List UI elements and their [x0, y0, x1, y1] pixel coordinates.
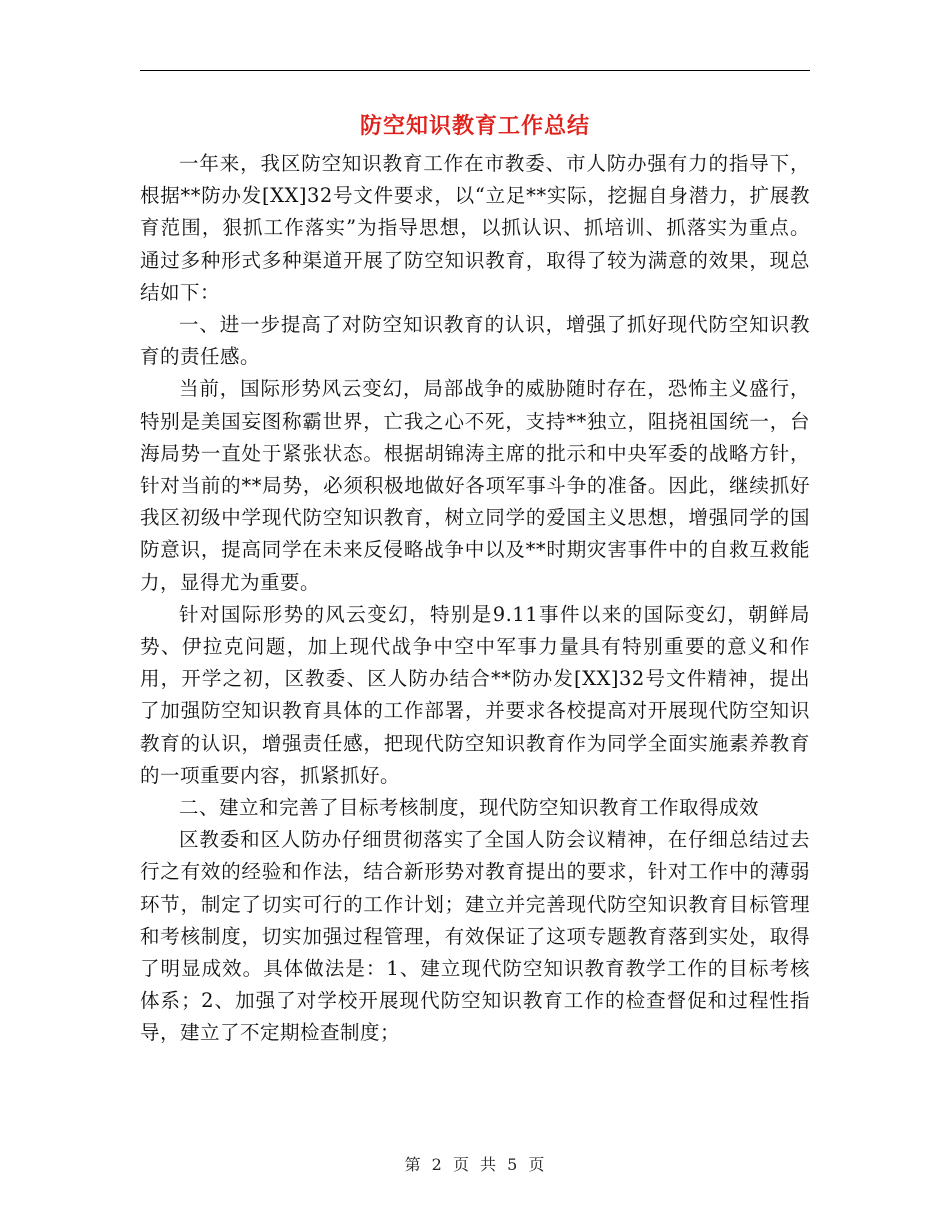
page-footer: 第 2 页 共 5 页	[404, 1155, 546, 1174]
header-rule	[140, 70, 810, 71]
paragraph-intro: 一年来，我区防空知识教育工作在市教委、市人防办强有力的指导下，根据**防办发[XX]32号文件要求，以“立足**实际，挖掘自身潜力，扩展教育范围，狠抓工作落实”为指导思想，以抓认识、抓培训、抓落实为重点。通过多种形式多种渠道开展了防空知识教育，取得了较为满意的效果，现总结如下：	[140, 152, 810, 304]
paragraph-assessment-system: 区教委和区人防办仔细贯彻落实了全国人防会议精神，在仔细总结过去行之有效的经验和作法，结合新形势对教育提出的要求，针对工作中的薄弱环节，制定了切实可行的工作计划；建立并完善现代防空知识教育目标管理和考核制度，切实加强过程管理，有效保证了这项专题教育落到实处，取得了明显成效。具体做法是：1、建立现代防空知识教育教学工作的目标考核体系；2、加强了对学校开展现代防空知识教育工作的检查督促和过程性指导，建立了不定期检查制度；	[140, 828, 810, 1045]
document-title: 防空知识教育工作总结	[359, 113, 590, 139]
paragraph-current-situation: 当前，国际形势风云变幻，局部战争的威胁随时存在，恐怖主义盛行，特别是美国妄图称霸世界，亡我之心不死，支持**独立，阻挠祖国统一，台海局势一直处于紧张状态。根据胡锦涛主席的批示和中央军委的战略方针，针对当前的**局势，必须积极地做好各项军事斗争的准备。因此，继续抓好我区初级中学现代防空知识教育，树立同学的爱国主义思想，增强同学的国防意识，提高同学在未来反侵略战争中以及**时期灾害事件中的自救互救能力，显得尤为重要。	[140, 377, 810, 594]
document-body	[140, 148, 810, 1050]
paragraph-section-1-heading: 一、进一步提高了对防空知识教育的认识，增强了抓好现代防空知识教育的责任感。	[140, 313, 810, 369]
paragraph-deployment: 针对国际形势的风云变幻，特别是9.11事件以来的国际变幻，朝鲜局势、伊拉克问题，加上现代战争中空中军事力量具有特别重要的意义和作用，开学之初，区教委、区人防办结合**防办发[XX]32号文件精神，提出了加强防空知识教育具体的工作部署，并要求各校提高对开展现代防空知识教育的认识，增强责任感，把现代防空知识教育作为同学全面实施素养教育的一项重要内容，抓紧抓好。	[140, 602, 810, 787]
paragraph-section-2-heading: 二、建立和完善了目标考核制度，现代防空知识教育工作取得成效	[179, 796, 760, 820]
